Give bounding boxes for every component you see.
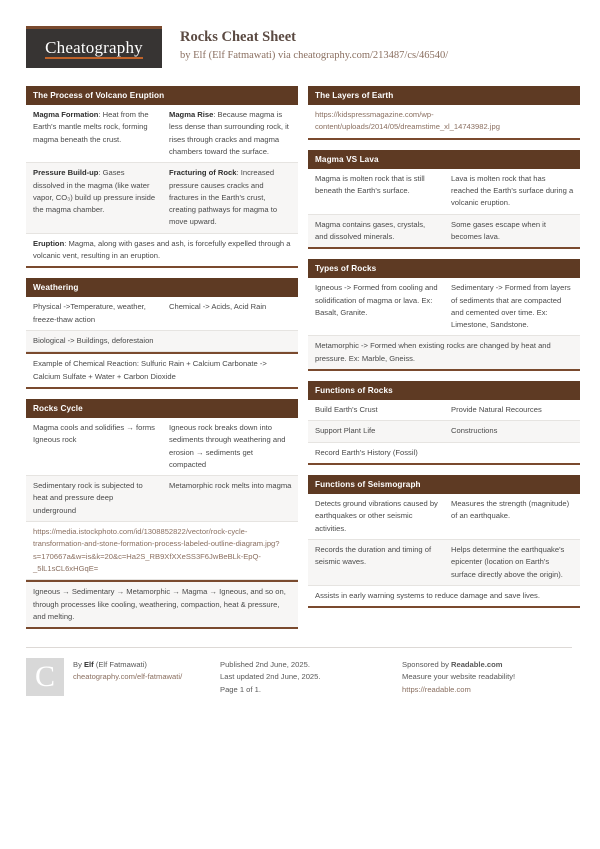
table-row bbox=[26, 580, 298, 627]
card-title: Weathering bbox=[26, 278, 298, 297]
card-title: Functions of Seismograph bbox=[308, 475, 580, 494]
page-byline: by Elf (Elf Fatmawati) via cheatography.com/213487/cs/46540/ bbox=[180, 49, 449, 61]
footer-sponsor-name: Sponsored by Readable.com bbox=[402, 660, 503, 670]
table-cell: Sedimentary -> Formed from layers of sediments that are compacted and cemented over time. Ex: Limestone, Sandstone. bbox=[451, 283, 571, 330]
avatar: C bbox=[26, 658, 64, 696]
table-cell: Support Plant Life bbox=[315, 426, 376, 436]
table-cell: Provide Natural Recources bbox=[451, 405, 542, 415]
footer-published: Published 2nd June, 2025. bbox=[220, 660, 310, 670]
table-cell: Magma Formation: Heat from the Earth's mantle melts rock, forming magma beneath the crust. bbox=[33, 110, 149, 144]
cheat-card bbox=[308, 475, 580, 608]
table-cell: Magma Rise: Because magma is less dense than surrounding rock, it rises through cracks and magma chambers toward the surface. bbox=[169, 110, 289, 156]
table-row bbox=[26, 352, 298, 387]
table-row bbox=[26, 234, 298, 267]
table-cell: Sedimentary rock is subjected to heat and pressure deep underground bbox=[33, 481, 143, 515]
table-cell: Build Earth's Crust bbox=[315, 405, 378, 415]
table-cell: Lava is molten rock that has reached the Earth's surface during a volcanic eruption. bbox=[451, 173, 574, 208]
table-cell: https://kidspressmagazine.com/wp-content/uploads/2014/05/dreamstime_xl_14743982.jpg bbox=[315, 110, 500, 132]
card-title: Rocks Cycle bbox=[26, 399, 298, 418]
table-row bbox=[26, 476, 298, 522]
table-cell: Biological -> Buildings, deforestaion bbox=[33, 335, 154, 345]
card-title: Types of Rocks bbox=[308, 259, 580, 278]
table-cell: Measures the strength (magnitude) of an earthquake. bbox=[451, 499, 570, 521]
table-row bbox=[26, 418, 298, 476]
table-cell: Metamorphic -> Formed when existing rocks are changed by heat and pressure. Ex: Marble, Gneiss. bbox=[315, 341, 551, 363]
cheat-card bbox=[308, 86, 580, 140]
page-footer bbox=[0, 641, 600, 696]
table-cell: Fracturing of Rock: Increased pressure causes cracks and fractures in the Earth's crust, creating pathways for magma to move upward. bbox=[169, 168, 278, 227]
cheat-card bbox=[308, 259, 580, 371]
cheatography-logo-text: Cheatography bbox=[45, 37, 143, 57]
table-row bbox=[26, 522, 298, 580]
footer-sponsor-tagline: Measure your website readability! bbox=[402, 672, 516, 682]
table-cell: Metamorphic rock melts into magma bbox=[169, 481, 292, 491]
table-row bbox=[308, 336, 580, 369]
cheat-card bbox=[308, 150, 580, 250]
cheatography-logo[interactable] bbox=[26, 26, 162, 68]
table-row bbox=[308, 540, 580, 586]
table-row bbox=[308, 169, 580, 215]
table-row bbox=[308, 421, 580, 442]
footer-author-name: By Elf (Elf Fatmawati) bbox=[73, 660, 147, 670]
table-cell: https://media.istockphoto.com/id/1308852822/vector/rock-cycle-transformation-and-stone-formation-process-labeled-outline-diagram.jpg?s=170667a&w=is&k=20&c=Ha2S_RB9XfXXeSS3F6JwBeBLk-EpQ-_5lL1sCL6xHGqE= bbox=[33, 527, 280, 573]
table-cell: Magma is molten rock that is still beneath the Earth's surface. bbox=[315, 173, 425, 196]
table-cell: Igneous -> Formed from cooling and solidification of magma or lava. Ex: Basalt, Granite. bbox=[315, 283, 438, 317]
table-row bbox=[26, 105, 298, 163]
card-title: Magma VS Lava bbox=[308, 150, 580, 169]
table-row bbox=[308, 105, 580, 138]
table-cell: Physical ->Temperature, weather, freeze-thaw action bbox=[33, 302, 146, 324]
table-cell: Some gases escape when it becomes lava. bbox=[451, 219, 546, 241]
table-cell: Helps determine the earthquake's epicenter (location on Earth's surface directly above the origin). bbox=[451, 544, 565, 579]
cheat-card bbox=[26, 86, 298, 268]
table-row bbox=[308, 494, 580, 540]
table-cell: Igneous rock breaks down into sediments through weathering and erosion → sediments get compacted bbox=[169, 422, 286, 469]
cheat-card bbox=[26, 399, 298, 629]
table-row bbox=[26, 331, 298, 352]
table-cell: Chemical -> Acids, Acid Rain bbox=[169, 302, 267, 312]
content-columns bbox=[0, 78, 600, 639]
table-cell: Records the duration and timing of seismic waves. bbox=[315, 544, 432, 567]
table-cell: Pressure Build-up: Gases dissolved in the magma (like water vapor, CO₃) build up pressure inside the magma chamber. bbox=[33, 168, 156, 215]
footer-author-block bbox=[26, 647, 208, 696]
table-cell: Magma cools and solidifies → forms Igneous rock bbox=[33, 422, 155, 445]
table-cell: Constructions bbox=[451, 426, 498, 436]
table-cell: Igneous → Sedimentary → Metamorphic → Magma → Igneous, and so on, through processes like cooling, weathering, compaction, heat & pressure, and melting. bbox=[33, 587, 286, 621]
table-row bbox=[308, 443, 580, 463]
table-row bbox=[308, 215, 580, 248]
card-title: The Process of Volcano Eruption bbox=[26, 86, 298, 105]
page-title: Rocks Cheat Sheet bbox=[180, 29, 296, 45]
table-cell: Record Earth's History (Fossil) bbox=[315, 447, 418, 457]
cheat-card bbox=[26, 278, 298, 389]
card-title: Functions of Rocks bbox=[308, 381, 580, 400]
page-header bbox=[0, 0, 600, 78]
footer-page-number: Page 1 of 1. bbox=[220, 684, 261, 694]
table-row bbox=[308, 400, 580, 421]
footer-author-url[interactable]: cheatography.com/elf-fatmawati/ bbox=[73, 672, 183, 682]
table-row bbox=[26, 163, 298, 233]
table-cell: Assists in early warning systems to reduce damage and save lives. bbox=[315, 590, 540, 600]
table-cell: Detects ground vibrations caused by earthquakes or other seismic activities. bbox=[315, 499, 438, 533]
footer-sponsor-block bbox=[390, 647, 572, 696]
cheat-card bbox=[308, 381, 580, 465]
table-cell: Example of Chemical Reaction: Sulfuric Rain + Calcium Carbonate -> Calcium Sulfate + Water + Carbon Dioxide bbox=[33, 359, 267, 381]
footer-sponsor-url[interactable]: https://readable.com bbox=[402, 684, 471, 694]
table-row bbox=[308, 278, 580, 336]
card-title: The Layers of Earth bbox=[308, 86, 580, 105]
table-row bbox=[308, 586, 580, 606]
left-column bbox=[26, 86, 298, 639]
title-block bbox=[180, 26, 448, 63]
table-cell: Magma contains gases, crystals, and dissolved minerals. bbox=[315, 219, 426, 241]
footer-updated: Last updated 2nd June, 2025. bbox=[220, 672, 321, 682]
right-column bbox=[308, 86, 580, 618]
footer-publish-block bbox=[208, 647, 390, 696]
table-row bbox=[26, 297, 298, 331]
table-cell: Eruption: Magma, along with gases and ash, is forcefully expelled through a volcanic vent, resulting in an eruption. bbox=[33, 238, 291, 261]
